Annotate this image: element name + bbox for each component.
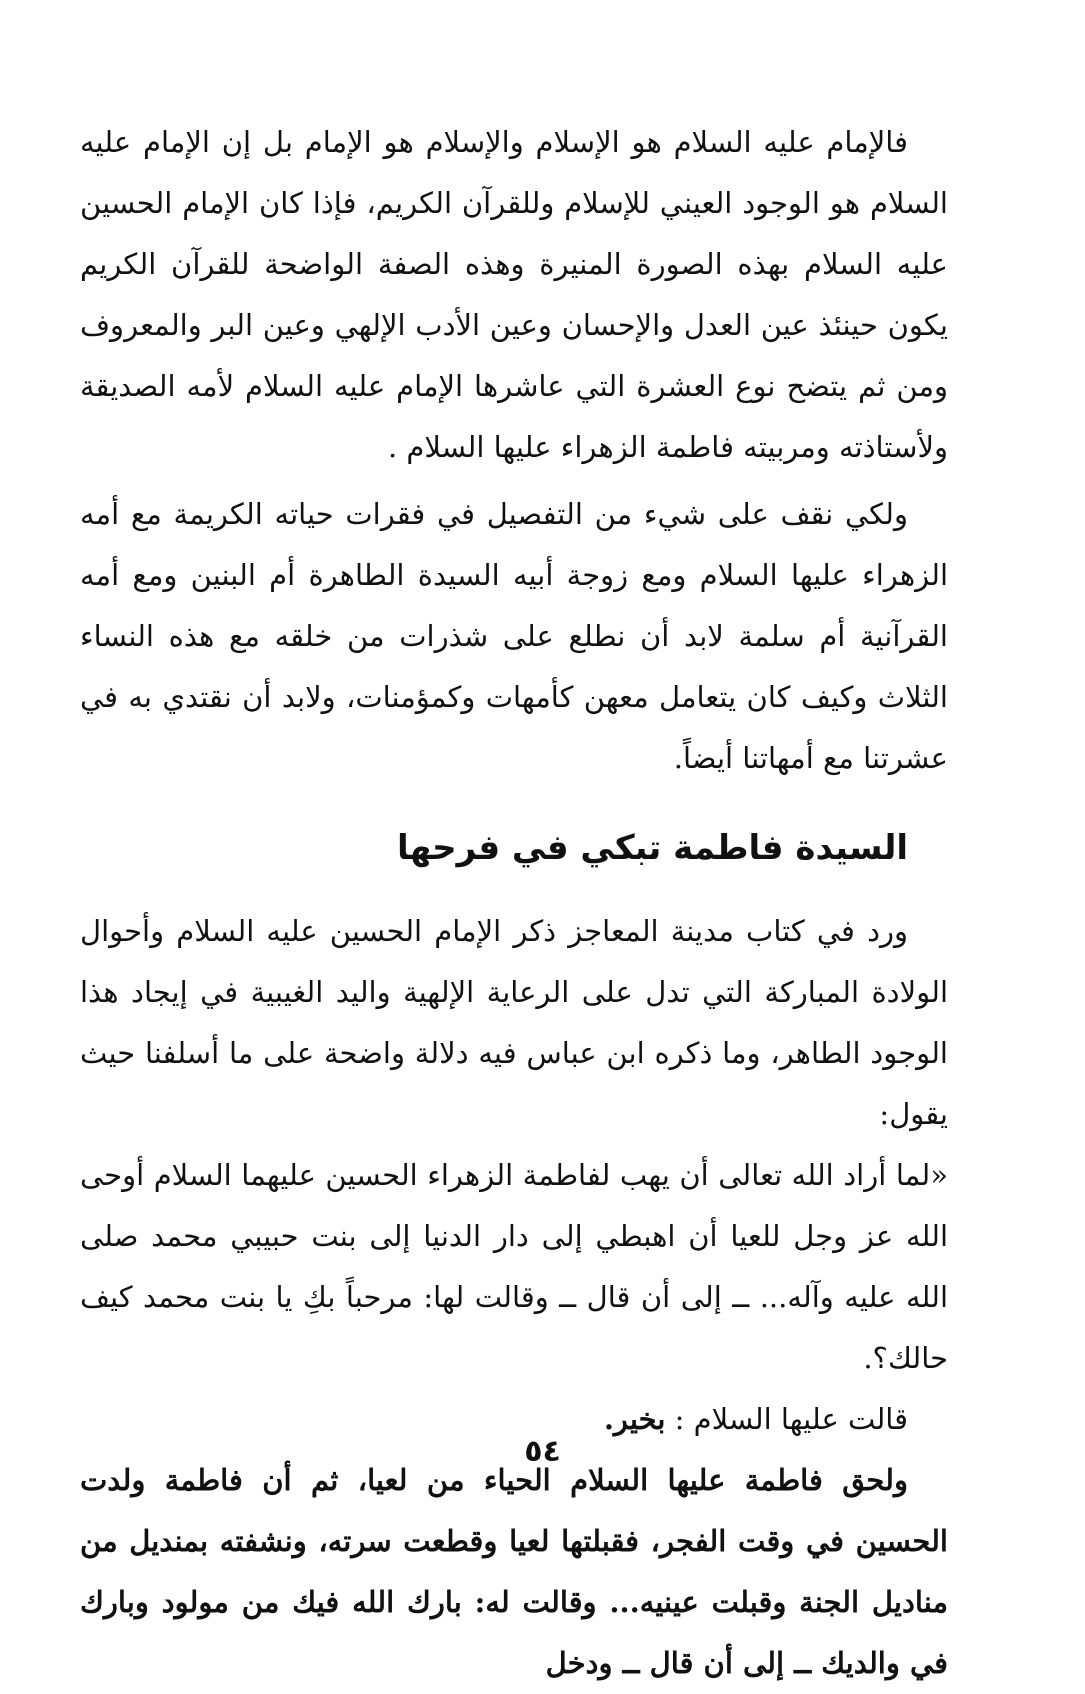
quote-ibn-abbas: «لما أراد الله تعالى أن يهب لفاطمة الزهراء الحسين عليهما السلام أوحى الله عز وجل للعيا أن اهبطي إلى دار الدنيا إلى بنت حبيبي محمد صلى الله عليه وآله... ــ إلى أن قال ــ وقالت لها: مرحباً بكِ يا بنت محمد كيف حالك؟. [80, 1158, 948, 1375]
reply-prefix: قالت عليها السلام : [665, 1402, 908, 1436]
reply-bold-text: بخير. [603, 1402, 666, 1436]
page-number: ٥٤ [524, 1434, 561, 1469]
paragraph-imam-quran: فالإمام عليه السلام هو الإسلام والإسلام هو الإمام بل إن الإمام عليه السلام هو الوجود العيني للإسلام وللقرآن الكريم، فإذا كان الإمام الحسين عليه السلام بهذه الصورة المنيرة وهذه الصفة الواضحة للقرآن الكريم يكون حينئذ عين العدل والإحسان وعين الأدب الإلهي وعين البر والمعروف ومن ثم يتضح نوع العشرة التي عاشرها الإمام عليه السلام لأمه الصديقة ولأستاذته ومربيته فاطمة الزهراء عليها السلام . [80, 125, 948, 464]
section-heading: السيدة فاطمة تبكي في فرحها [396, 828, 908, 868]
paragraph-birth-account: ورد في كتاب مدينة المعاجز ذكر الإمام الحسين عليه السلام وأحوال الولادة المباركة التي تدل على الرعاية الإلهية واليد الغيبية في إيجاد هذا الوجود الطاهر، وما ذكره ابن عباس فيه دلالة واضحة على ما أسلفنا حيث يقول: [80, 914, 948, 1131]
paragraph-mothers: ولكي نقف على شيء من التفصيل في فقرات حياته الكريمة مع أمه الزهراء عليها السلام ومع زوجة أبيه السيدة الطاهرة أم البنين ومع أمه القرآنية أم سلمة لابد أن نطلع على شذرات من خلقه مع هذه النساء الثلاث وكيف كان يتعامل معهن كأمهات وكمؤمنات، ولابد أن نقتدي به في عشرتنا مع أمهاتنا أيضاً. [80, 497, 948, 775]
quote-birth-details: ولحق فاطمة عليها السلام الحياء من لعيا، ثم أن فاطمة ولدت الحسين في وقت الفجر، فقبلتها لعيا وقطعت سرته، ونشفته بمنديل من مناديل الجنة وقبلت عينيه... وقالت له: بارك الله فيك من مولود وبارك في والديك ــ إلى أن قال ــ ودخل [80, 1463, 948, 1680]
